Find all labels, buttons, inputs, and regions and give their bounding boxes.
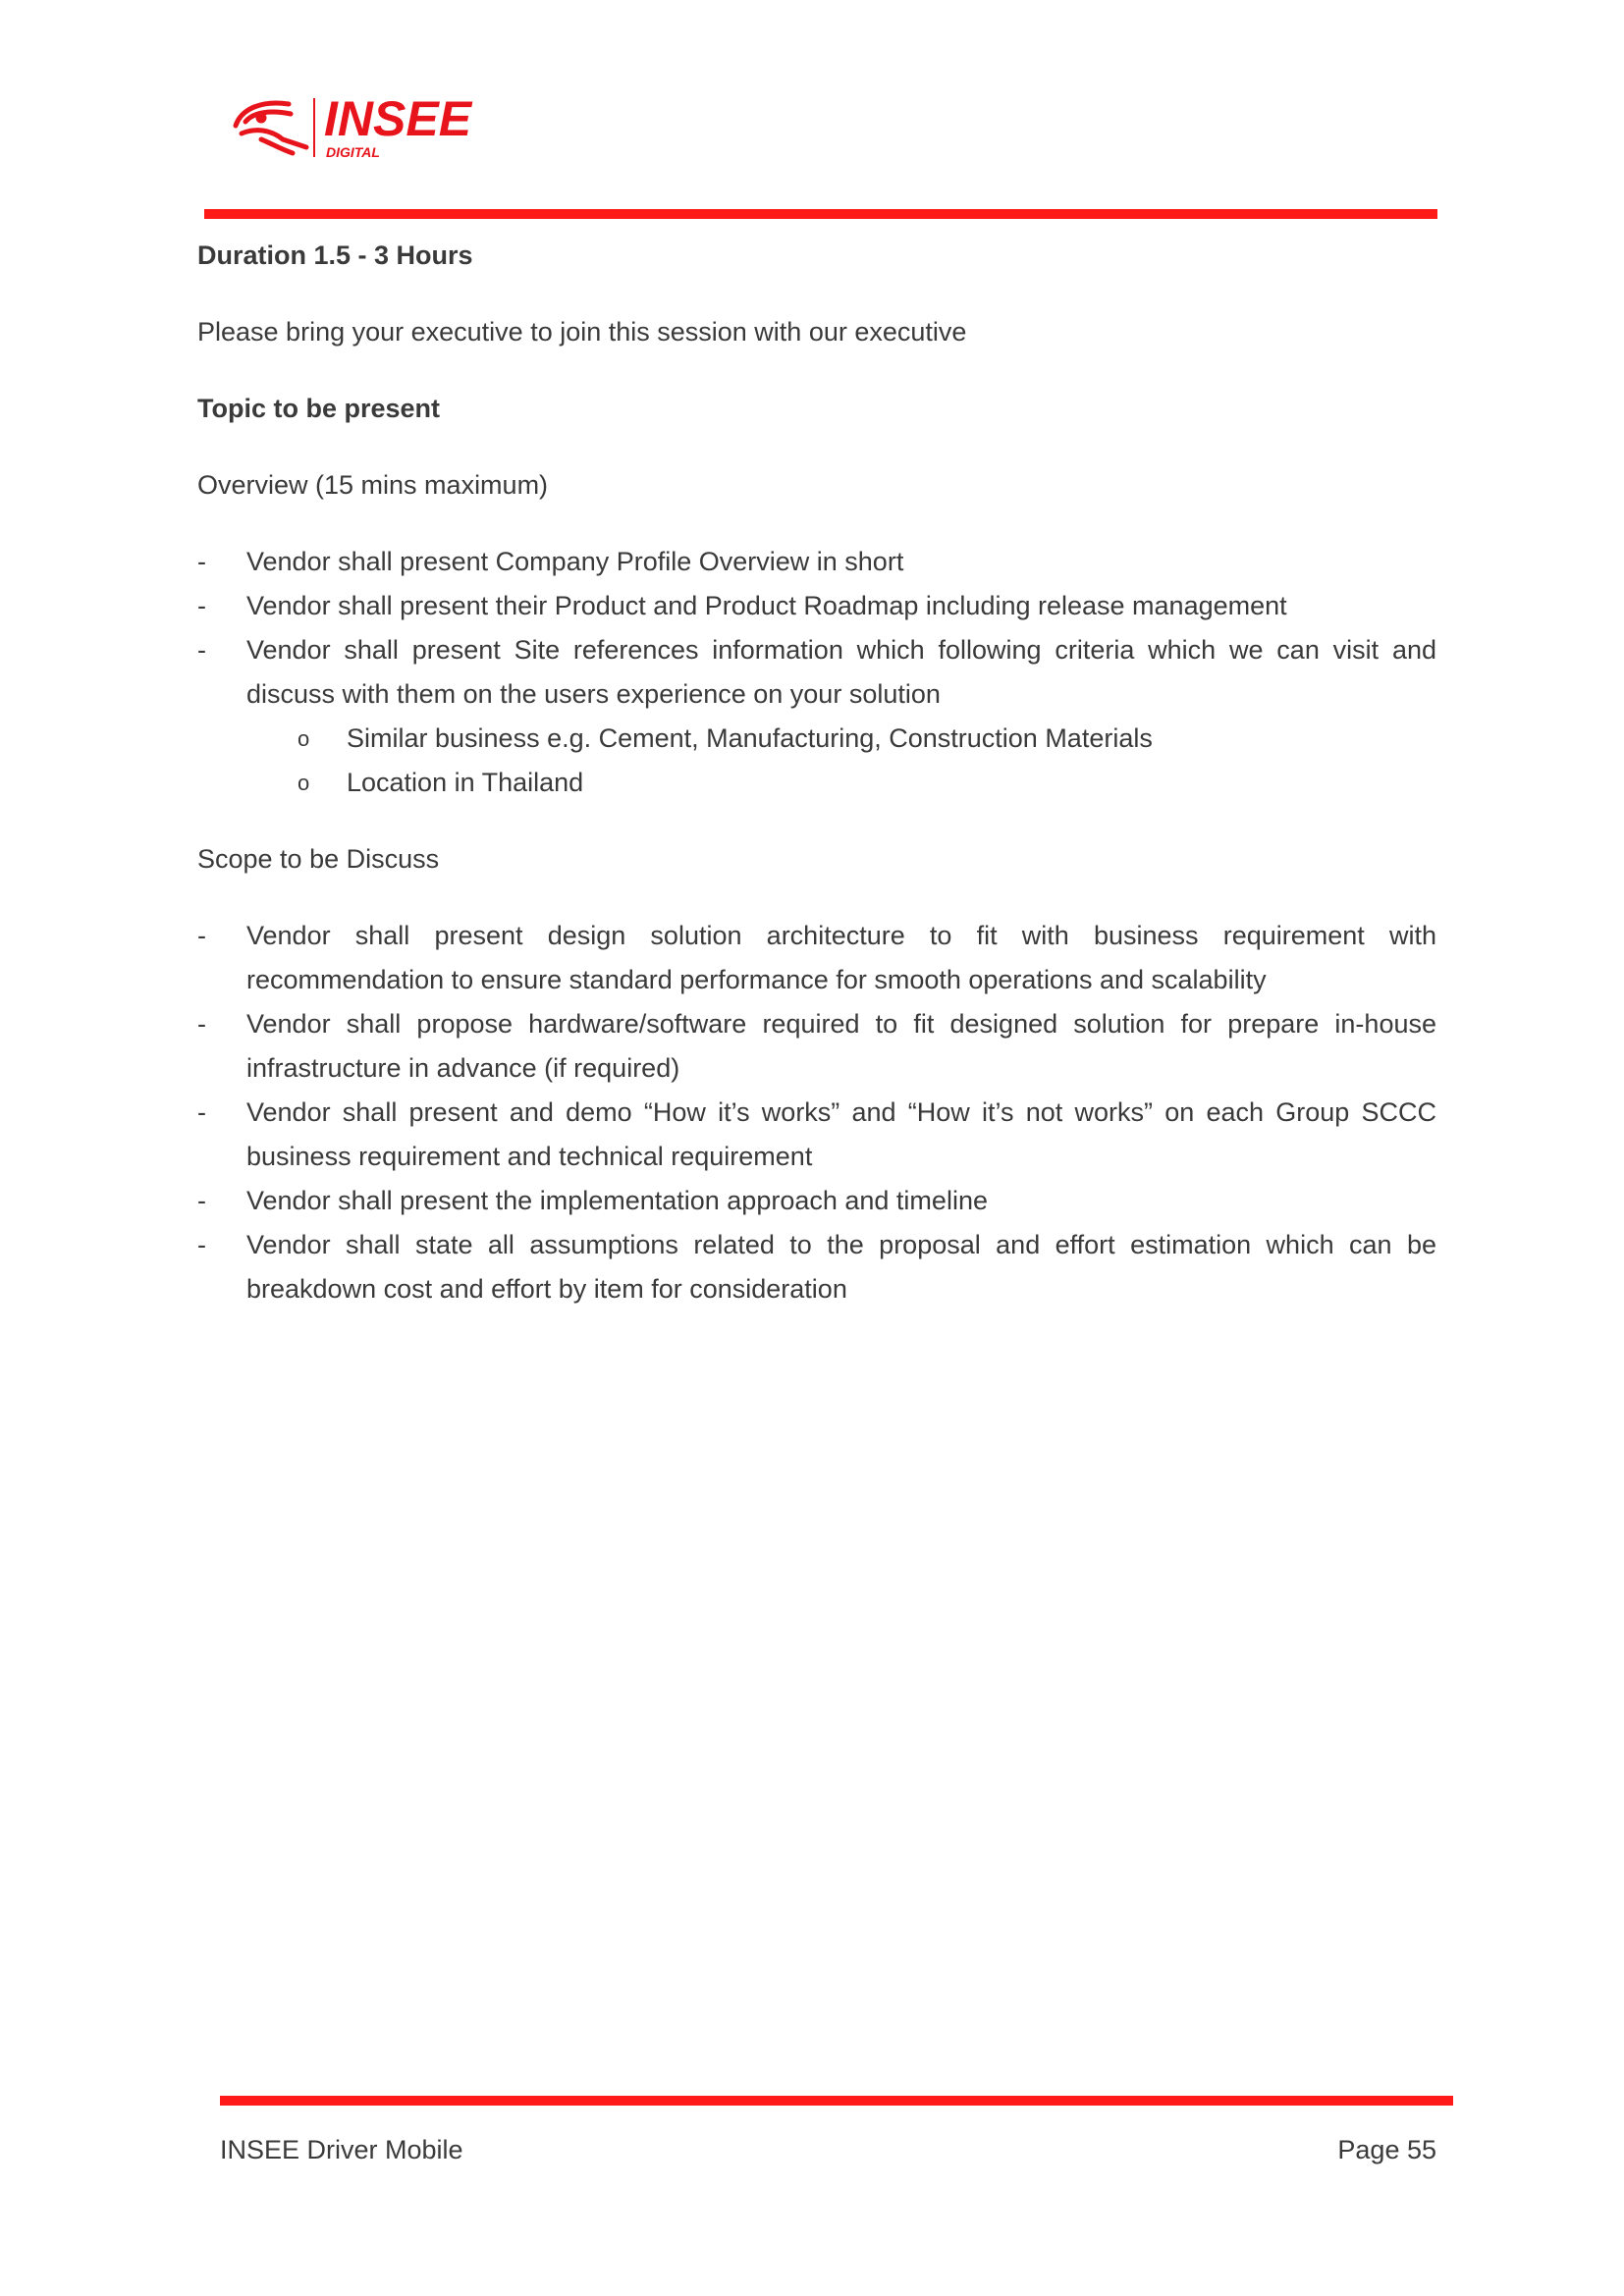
list-item-text: Vendor shall present design solution architecture to fit with business requirement with recommendation to ensure standard performance for smooth operations and scalability (246, 921, 1436, 994)
list-item (197, 540, 1436, 584)
header-rule (204, 209, 1437, 219)
criteria-list (197, 717, 1436, 805)
list-item (197, 1002, 1436, 1091)
circle-bullet: o (298, 726, 310, 751)
list-item (197, 1223, 1436, 1311)
insee-digital-logo (232, 92, 526, 163)
scope-heading: Scope to be Discuss (197, 844, 440, 874)
dash-bullet: - (197, 1097, 206, 1127)
list-item-text: Vendor shall present Company Profile Overview in short (246, 547, 904, 576)
logo-subtext: DIGITAL (326, 144, 380, 160)
dash-bullet: - (197, 921, 206, 950)
list-item (197, 1091, 1436, 1179)
list-item-text: Vendor shall state all assumptions related to the proposal and effort estimation which can be breakdown cost and effort by item for consideration (246, 1230, 1436, 1304)
list-item-text: Vendor shall present Site references information which following criteria which we can visit and discuss with them on the users experience on your solution (246, 635, 1436, 709)
overview-heading: Overview (15 mins maximum) (197, 470, 549, 500)
dash-bullet: - (197, 1186, 206, 1215)
sub-list-item-text: Location in Thailand (347, 768, 584, 797)
dash-bullet: - (197, 1009, 206, 1039)
topic-heading: Topic to be present (197, 394, 441, 423)
dash-bullet: - (197, 635, 206, 665)
eagle-icon (236, 103, 306, 153)
list-item (197, 1179, 1436, 1223)
list-item (197, 628, 1436, 717)
page-number: Page 55 (1337, 2135, 1436, 2164)
footer-rule (220, 2096, 1453, 2106)
duration-heading: Duration 1.5 - 3 Hours (197, 240, 473, 270)
overview-list (197, 540, 1436, 717)
footer-title: INSEE Driver Mobile (220, 2135, 463, 2164)
list-item-text: Vendor shall present the implementation approach and timeline (246, 1186, 988, 1215)
list-item-text: Vendor shall present their Product and Product Roadmap including release management (246, 591, 1287, 620)
sub-list-item-text: Similar business e.g. Cement, Manufacturing, Construction Materials (347, 723, 1153, 753)
invite-text: Please bring your executive to join this session with our executive (197, 317, 967, 347)
list-item-text: Vendor shall present and demo “How it’s works” and “How it’s not works” on each Group SCCC business requirement and technical requirement (246, 1097, 1436, 1171)
dash-bullet: - (197, 591, 206, 620)
sub-list-item (197, 717, 1436, 761)
list-item (197, 584, 1436, 628)
document-body (197, 234, 1436, 1311)
list-item-text: Vendor shall propose hardware/software required to fit designed solution for prepare in-house infrastructure in advance (if required) (246, 1009, 1436, 1083)
dash-bullet: - (197, 547, 206, 576)
sub-list-item (197, 761, 1436, 805)
list-item (197, 914, 1436, 1002)
dash-bullet: - (197, 1230, 206, 1259)
circle-bullet: o (298, 771, 310, 795)
scope-list (197, 914, 1436, 1311)
logo-text: INSEE (324, 92, 472, 146)
